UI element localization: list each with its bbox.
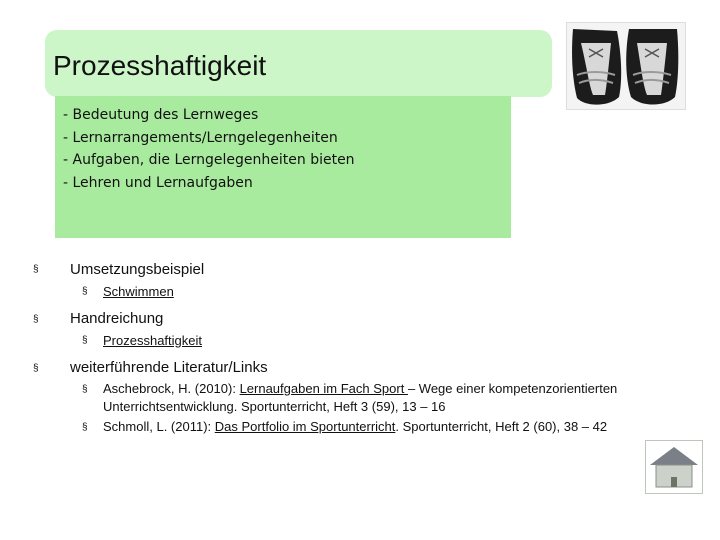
reference-schmoll (103, 419, 607, 434)
ref-rest: – Wege einer kompetenzorientierten (407, 381, 618, 396)
home-button[interactable] (645, 440, 703, 494)
bullet-marker: § (82, 286, 88, 297)
item-literatur-links: weiterführende Literatur/Links (70, 359, 268, 376)
topic-line: - Lehren und Lernaufgaben (63, 174, 253, 191)
link-portfolio[interactable]: Das Portfolio im Sportunterricht (214, 419, 396, 434)
topics-panel (55, 96, 511, 238)
ref-author: Aschebrock, H. (2010): (103, 381, 240, 396)
bullet-marker: § (82, 384, 88, 395)
ref-author: Schmoll, L. (2011): (103, 419, 215, 434)
link-prozesshaftigkeit[interactable]: Prozesshaftigkeit (103, 333, 202, 348)
reference-aschebrock-line2: Unterrichtsentwicklung. Sportunterricht, Heft 3 (59), 13 – 16 (103, 399, 446, 414)
topic-line: - Aufgaben, die Lerngelegenheiten bieten (63, 152, 355, 168)
page-title: Prozesshaftigkeit (53, 50, 267, 81)
title-box (45, 30, 552, 97)
bullet-marker: § (33, 314, 39, 325)
ref-rest: . Sportunterricht, Heft 2 (60), 38 – 42 (395, 419, 608, 434)
link-schwimmen[interactable]: Schwimmen (103, 284, 174, 299)
home-icon (646, 441, 702, 493)
item-handreichung: Handreichung (70, 310, 164, 327)
running-shoes-image (566, 22, 686, 110)
link-lernaufgaben[interactable]: Lernaufgaben im Fach Sport (239, 381, 408, 396)
topic-line: - Bedeutung des Lernweges (63, 107, 259, 123)
bullet-marker: § (82, 422, 88, 433)
bullet-marker: § (82, 335, 88, 346)
item-umsetzungsbeispiel: Umsetzungsbeispiel (70, 261, 205, 278)
topic-line: - Lernarrangements/Lerngelegenheiten (63, 129, 338, 146)
shoes-photo-icon (567, 23, 685, 109)
bullet-marker: § (33, 363, 39, 374)
topics-list (63, 104, 355, 194)
reference-aschebrock (103, 381, 617, 396)
bullet-marker: § (33, 264, 39, 275)
